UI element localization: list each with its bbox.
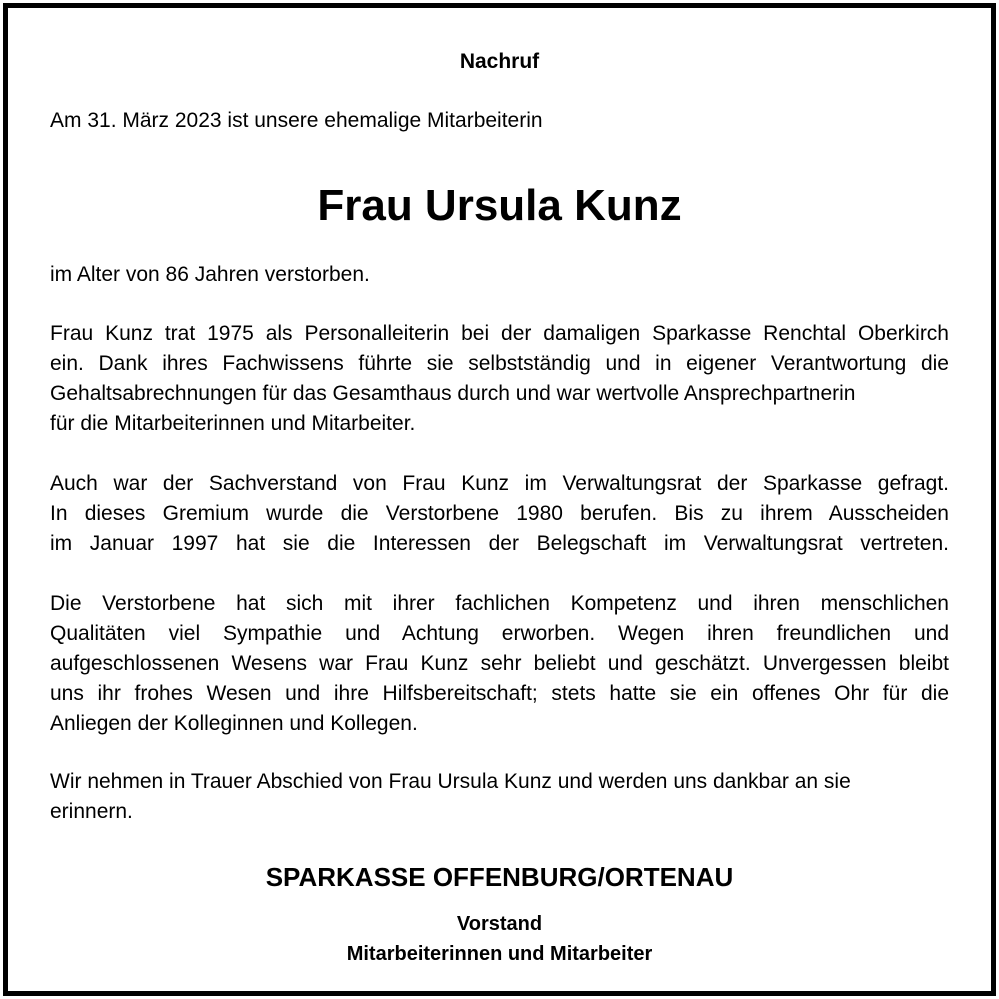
paragraph-line: Anliegen der Kolleginnen und Kollegen.	[50, 712, 418, 735]
notice-content	[50, 8, 949, 991]
paragraph-line: Wir nehmen in Trauer Abschied von Frau Ursula Kunz und werden uns dankbar an sie	[50, 770, 851, 793]
notice-frame	[3, 3, 996, 996]
deceased-name: Frau Ursula Kunz	[317, 181, 682, 230]
paragraph-farewell	[50, 767, 949, 827]
organization-name: SPARKASSE OFFENBURG/ORTENAU	[265, 862, 734, 892]
paragraph-line: für die Mitarbeiterinnen und Mitarbeiter.	[50, 412, 416, 435]
paragraph-line: aufgeschlossenen Wesens war Frau Kunz sehr beliebt und geschätzt. Unvergessen bleibt	[50, 652, 949, 675]
paragraph-line: erinnern.	[50, 800, 133, 823]
age-line: im Alter von 86 Jahren verstorben.	[50, 263, 370, 286]
paragraph-line: ein. Dank ihres Fachwissens führte sie selbstständig und in eigener Verantwortung die	[50, 352, 949, 375]
paragraph-line: Qualitäten viel Sympathie und Achtung erworben. Wegen ihren freundlichen und	[50, 622, 949, 645]
signature-staff: Mitarbeiterinnen und Mitarbeiter	[346, 943, 653, 965]
signature-board: Vorstand	[456, 913, 543, 935]
paragraph-career	[50, 319, 949, 439]
paragraph-line: Gehaltsabrechnungen für das Gesamthaus durch und war wertvolle Ansprechpartnerin	[50, 382, 856, 405]
paragraph-line: Frau Kunz trat 1975 als Personalleiterin bei der damaligen Sparkasse Renchtal Oberkirch	[50, 322, 949, 345]
intro-line: Am 31. März 2023 ist unsere ehemalige Mitarbeiterin	[50, 109, 543, 132]
paragraph-board	[50, 469, 949, 559]
paragraph-character	[50, 589, 949, 739]
paragraph-line: im Januar 1997 hat sie die Interessen der Belegschaft im Verwaltungsrat vertreten.	[50, 532, 949, 555]
notice-heading: Nachruf	[459, 50, 540, 73]
paragraph-line: uns ihr frohes Wesen und ihre Hilfsbereitschaft; stets hatte sie ein offenes Ohr für die	[50, 682, 949, 705]
paragraph-line: Auch war der Sachverstand von Frau Kunz im Verwaltungsrat der Sparkasse gefragt.	[50, 472, 949, 495]
paragraph-line: In dieses Gremium wurde die Verstorbene 1980 berufen. Bis zu ihrem Ausscheiden	[50, 502, 949, 525]
paragraph-line: Die Verstorbene hat sich mit ihrer fachlichen Kompetenz und ihren menschlichen	[50, 592, 949, 615]
